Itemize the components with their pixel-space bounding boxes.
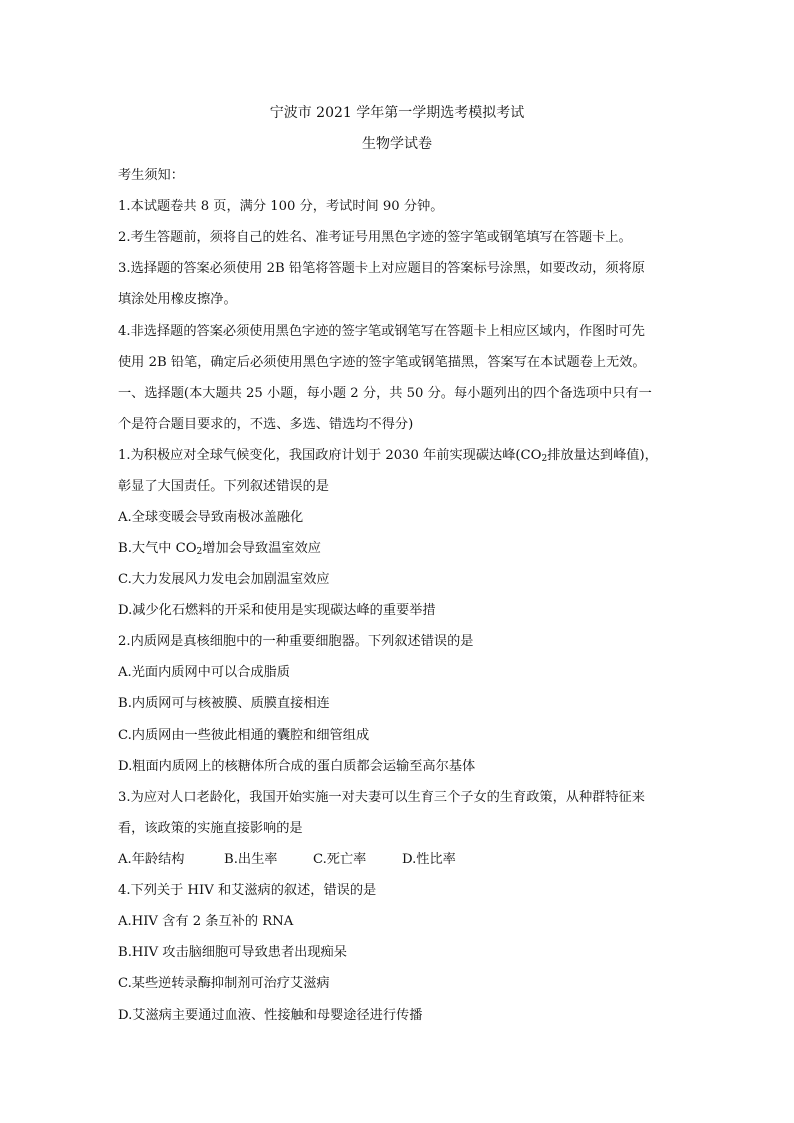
section-heading: 一、选择题(本大题共 25 小题，每小题 2 分，共 50 分。每小题列出的四个备选项中只有一 bbox=[118, 386, 652, 401]
question-4-option-b: B.HIV 攻击脑细胞可导致患者出现痴呆 bbox=[118, 945, 347, 960]
notice-item-3: 3.选择题的答案必须使用 2B 铅笔将答题卡上对应题目的答案标号涂黑，如要改动，须将原 bbox=[118, 261, 645, 276]
question-3-option-b: B.出生率 bbox=[224, 852, 278, 867]
question-4-stem: 4.下列关于 HIV 和艾滋病的叙述，错误的是 bbox=[118, 883, 377, 898]
notice-item-4-cont: 使用 2B 铅笔，确定后必须使用黑色字迹的签字笔或钢笔描黑，答案写在本试题卷上无效。 bbox=[118, 355, 646, 370]
exam-subtitle: 生物学试卷 bbox=[362, 136, 432, 152]
question-1-option-a: A.全球变暖会导致南极冰盖融化 bbox=[118, 510, 304, 525]
question-3-options bbox=[118, 850, 686, 870]
question-1-stem-cont: 彰显了大国责任。下列叙述错误的是 bbox=[118, 479, 329, 494]
question-3-option-c: C.死亡率 bbox=[313, 852, 367, 867]
question-1-option-d: D.减少化石燃料的开采和使用是实现碳达峰的重要举措 bbox=[118, 603, 436, 618]
notice-item-1: 1.本试题卷共 8 页，满分 100 分，考试时间 90 分钟。 bbox=[118, 199, 444, 214]
question-2-option-a: A.光面内质网中可以合成脂质 bbox=[118, 665, 290, 680]
question-2-option-b: B.内质网可与核被膜、质膜直接相连 bbox=[118, 696, 330, 711]
notice-item-3-cont: 填涂处用橡皮擦净。 bbox=[118, 292, 237, 307]
question-3-stem-cont: 看，该政策的实施直接影响的是 bbox=[118, 821, 303, 836]
notice-heading: 考生须知： bbox=[118, 168, 184, 183]
question-1-stem: 1.为积极应对全球气候变化，我国政府计划于 2030 年前实现碳达峰($CO_2$排放量达到峰值)， bbox=[118, 448, 658, 464]
notice-item-4: 4.非选择题的答案必须使用黑色字迹的签字笔或钢笔写在答题卡上相应区域内，作图时可先 bbox=[118, 324, 645, 339]
question-3-stem: 3.为应对人口老龄化，我国开始实施一对夫妻可以生育三个子女的生育政策，从种群特征来 bbox=[118, 790, 645, 805]
question-4-option-a: A.HIV 含有 2 条互补的 RNA bbox=[118, 914, 294, 929]
notice-item-2: 2.考生答题前，须将自己的姓名、准考证号用黑色字迹的签字笔或钢笔填写在答题卡上。 bbox=[118, 230, 632, 245]
question-1-option-c: C.大力发展风力发电会加剧温室效应 bbox=[118, 572, 330, 587]
exam-title: 宁波市 2021 学年第一学期选考模拟考试 bbox=[269, 105, 525, 121]
question-2-option-d: D.粗面内质网上的核糖体所合成的蛋白质都会运输至高尔基体 bbox=[118, 759, 476, 774]
question-2-option-c: C.内质网由一些彼此相通的囊腔和细管组成 bbox=[118, 728, 370, 743]
question-2-stem: 2.内质网是真核细胞中的一种重要细胞器。下列叙述错误的是 bbox=[118, 634, 474, 649]
question-4-option-d: D.艾滋病主要通过血液、性接触和母婴途径进行传播 bbox=[118, 1008, 423, 1023]
section-heading-cont: 个是符合题目要求的，不选、多选、错选均不得分) bbox=[118, 417, 414, 432]
question-3-option-a: A.年龄结构 bbox=[118, 852, 185, 867]
question-1-option-b: B.大气中 $CO_2$增加会导致温室效应 bbox=[118, 541, 321, 557]
question-3-option-d: D.性比率 bbox=[402, 852, 456, 867]
question-4-option-c: C.某些逆转录酶抑制剂可治疗艾滋病 bbox=[118, 976, 330, 991]
